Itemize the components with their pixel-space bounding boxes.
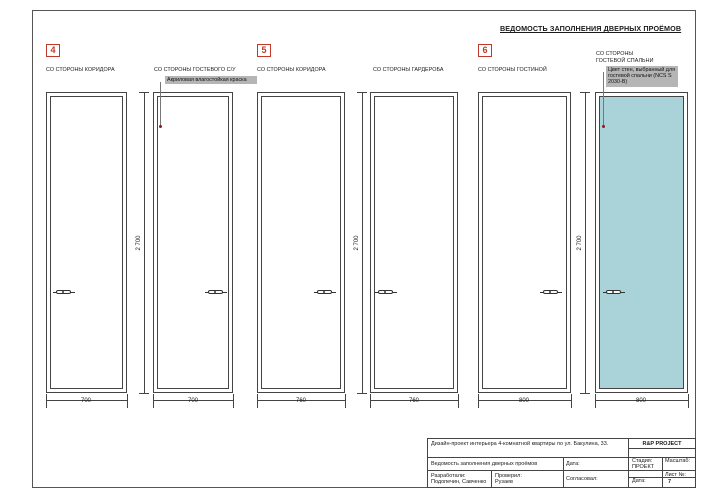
door-leaf	[482, 96, 567, 389]
door-leaf	[374, 96, 454, 389]
section-number-5: 5	[257, 44, 271, 57]
width-dimension-text: 760	[408, 398, 419, 404]
height-dimension-line	[144, 92, 145, 393]
side-label: СО СТОРОНЫ ГОСТЕВОГО С/У	[154, 67, 236, 73]
door-leaf	[261, 96, 341, 389]
width-dimension-text: 700	[80, 398, 91, 404]
door-handle-icon	[205, 289, 227, 296]
height-dimension-text: 2 700	[136, 235, 142, 251]
dimension-cap	[580, 92, 590, 93]
width-dimension-text: 760	[295, 398, 306, 404]
dimension-tick	[153, 394, 154, 408]
checked-value: Рузаев	[495, 479, 513, 485]
dimension-tick	[478, 394, 479, 408]
section-number-6: 6	[478, 44, 492, 57]
door-handle-icon	[375, 289, 397, 296]
dimension-tick	[46, 394, 47, 408]
material-note: Цвет стен, выбранный для гостевой спальни (NCS S 2030-B)	[606, 66, 678, 87]
sheet-name: Ведомость заполнения дверных проёмов	[431, 461, 538, 467]
material-note: Акриловая влагостойкая краска	[165, 76, 257, 84]
door-elevation	[257, 92, 345, 393]
side-label: СО СТОРОНЫ ГОСТЕВОЙ СПАЛЬНИ	[596, 51, 654, 64]
door-elevation	[370, 92, 458, 393]
side-label: СО СТОРОНЫ КОРИДОРА	[46, 67, 115, 73]
note-marker	[159, 125, 162, 128]
side-label: СО СТОРОНЫ КОРИДОРА	[257, 67, 326, 73]
dimension-tick	[233, 394, 234, 408]
height-dimension-line	[362, 92, 363, 393]
date-label: Дата:	[566, 461, 580, 467]
dimension-tick	[571, 394, 572, 408]
door-leaf	[50, 96, 123, 389]
door-leaf	[599, 96, 684, 389]
dimension-tick	[595, 394, 596, 408]
door-handle-icon	[314, 289, 336, 296]
door-elevation	[153, 92, 233, 393]
height-dimension-text: 2 700	[577, 235, 583, 251]
door-elevation	[46, 92, 127, 393]
door-handle-icon	[53, 289, 75, 296]
stage-value: ПРОЕКТ	[632, 464, 655, 470]
side-label: СО СТОРОНЫ ГОСТИНОЙ	[478, 67, 547, 73]
dimension-tick	[688, 394, 689, 408]
door-handle-icon	[540, 289, 562, 296]
developed-label: Разработали:	[431, 473, 466, 479]
note-marker	[602, 125, 605, 128]
door-leaf	[157, 96, 229, 389]
title-block	[427, 438, 696, 488]
scale-label: Масштаб:	[665, 457, 691, 464]
dimension-tick	[370, 394, 371, 408]
dimension-tick	[345, 394, 346, 408]
date2-label: Дата:	[632, 478, 646, 484]
dimension-cap	[139, 92, 149, 93]
dimension-cap	[139, 393, 149, 394]
developed-value: Подопечин, Савченко	[431, 479, 487, 485]
sheet-number-value: 7	[668, 479, 672, 485]
dimension-tick	[458, 394, 459, 408]
side-label: СО СТОРОНЫ ГАРДЕРОБА	[373, 67, 444, 73]
sheet-title: ВЕДОМОСТЬ ЗАПОЛНЕНИЯ ДВЕРНЫХ ПРОЁМОВ	[500, 24, 682, 33]
door-elevation-painted	[595, 92, 688, 393]
project-name: Дизайн-проект интерьера 4-комнатной квартиры по ул. Бакулина, 33.	[431, 441, 609, 447]
note-leader	[160, 82, 161, 126]
company-name: R&P PROJECT	[642, 441, 682, 447]
checked-label: Проверил:	[495, 473, 522, 479]
dimension-tick	[257, 394, 258, 408]
agreed-label: Согласовал:	[566, 476, 598, 482]
door-elevation	[478, 92, 571, 393]
width-dimension-text: 800	[518, 398, 529, 404]
width-dimension-text: 800	[635, 398, 646, 404]
height-dimension-text: 2 700	[354, 235, 360, 251]
door-handle-icon	[603, 289, 625, 296]
sheet-number-label: Лист №:	[665, 472, 686, 478]
dimension-cap	[357, 92, 367, 93]
dimension-cap	[357, 393, 367, 394]
section-number-4: 4	[46, 44, 60, 57]
height-dimension-line	[585, 92, 586, 393]
dimension-tick	[127, 394, 128, 408]
dimension-cap	[580, 393, 590, 394]
width-dimension-text: 700	[187, 398, 198, 404]
note-leader	[603, 72, 604, 125]
stage-label: Стадия:	[632, 457, 653, 464]
